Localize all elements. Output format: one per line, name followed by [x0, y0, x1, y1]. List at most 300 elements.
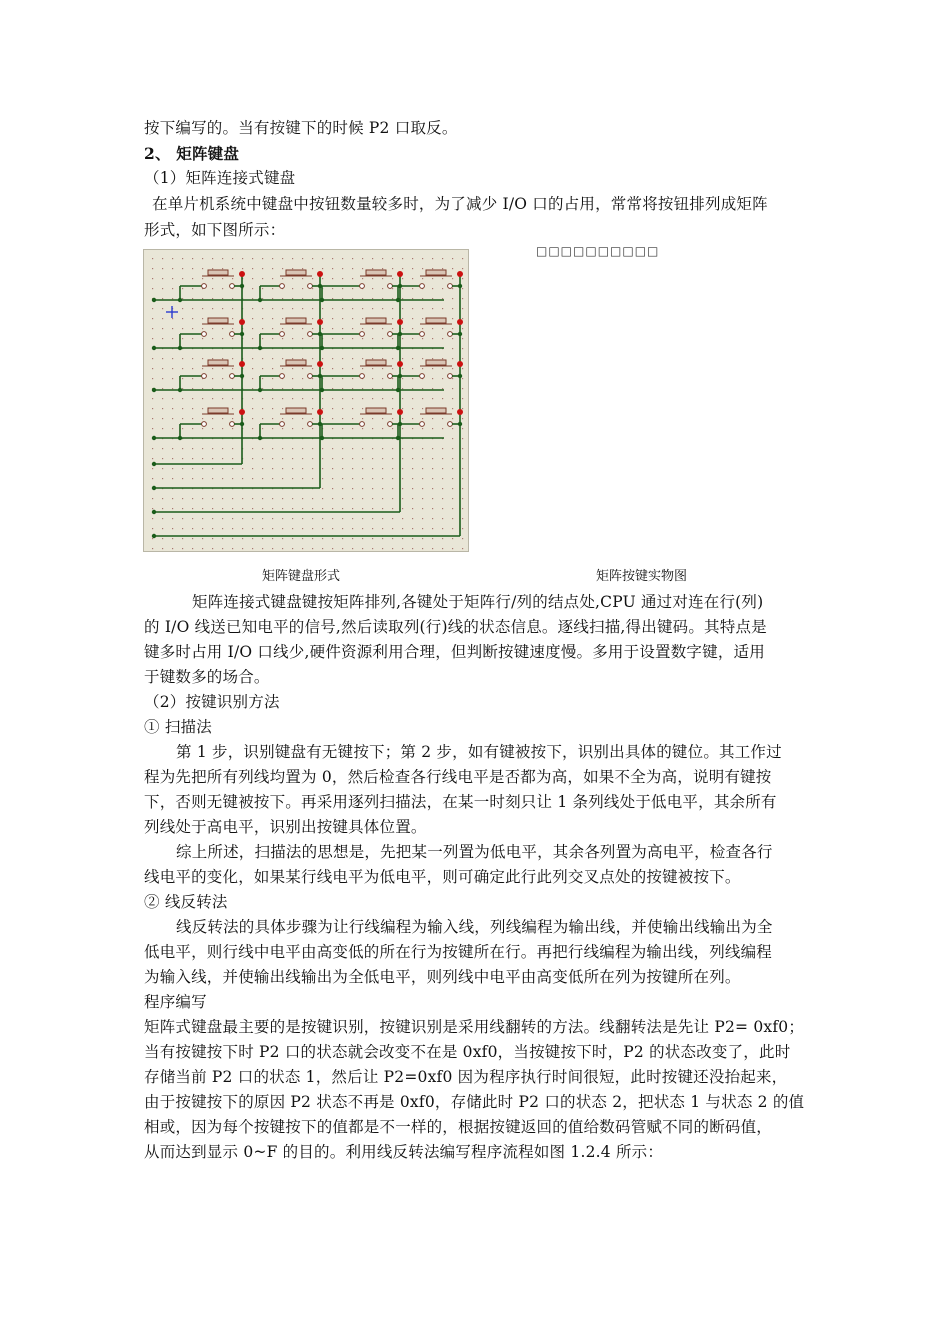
grid-dot: [462, 498, 463, 499]
grid-dot: [432, 278, 433, 279]
grid-dot: [412, 278, 413, 279]
grid-dot: [402, 368, 403, 369]
grid-dot: [442, 548, 443, 549]
text-line: 按下编写的。当有按键下的时候 P2 口取反。: [144, 119, 458, 137]
junction-dot: [320, 298, 324, 302]
grid-dot: [362, 468, 363, 469]
grid-dot: [312, 548, 313, 549]
grid-dot: [462, 448, 463, 449]
grid-dot: [192, 318, 193, 319]
grid-dot: [262, 258, 263, 259]
grid-dot: [302, 518, 303, 519]
grid-dot: [372, 548, 373, 549]
grid-dot: [342, 358, 343, 359]
grid-dot: [312, 478, 313, 479]
grid-dot: [302, 428, 303, 429]
grid-dot: [262, 508, 263, 509]
key-pin: [230, 332, 235, 337]
grid-dot: [422, 358, 423, 359]
text-line: 线电平的变化，如果某行线电平为低电平，则可确定此行此列交叉点处的按键被按下。: [144, 868, 741, 886]
grid-dot: [302, 478, 303, 479]
grid-dot: [242, 268, 243, 269]
grid-dot: [302, 528, 303, 529]
text-line: 矩阵连接式键盘键按矩阵排列,各键处于矩阵行/列的结点处,CPU 通过对连在行(列): [192, 593, 764, 611]
grid-dot: [232, 548, 233, 549]
grid-dot: [292, 278, 293, 279]
key-pin: [230, 422, 235, 427]
grid-dot: [172, 268, 173, 269]
grid-dot: [312, 408, 313, 409]
grid-dot: [232, 458, 233, 459]
grid-dot: [412, 488, 413, 489]
grid-dot: [162, 468, 163, 469]
grid-dot: [162, 298, 163, 299]
grid-dot: [362, 518, 363, 519]
grid-dot: [382, 268, 383, 269]
grid-dot: [382, 378, 383, 379]
grid-dot: [442, 278, 443, 279]
grid-dot: [262, 388, 263, 389]
grid-dot: [272, 328, 273, 329]
grid-dot: [322, 498, 323, 499]
junction-dot: [258, 298, 262, 302]
key-button-cap: [208, 408, 228, 413]
subsection-heading: （2）按键识别方法: [144, 693, 280, 711]
grid-dot: [432, 468, 433, 469]
grid-dot: [162, 318, 163, 319]
key-indicator: [457, 409, 463, 415]
junction-dot: [178, 298, 182, 302]
grid-dot: [362, 418, 363, 419]
grid-dot: [462, 268, 463, 269]
grid-dot: [292, 288, 293, 289]
grid-dot: [232, 518, 233, 519]
grid-dot: [392, 428, 393, 429]
grid-dot: [172, 278, 173, 279]
grid-dot: [172, 548, 173, 549]
grid-dot: [332, 478, 333, 479]
grid-dot: [312, 338, 313, 339]
grid-dot: [312, 318, 313, 319]
grid-dot: [202, 268, 203, 269]
grid-dot: [192, 458, 193, 459]
grid-dot: [382, 468, 383, 469]
grid-dot: [192, 548, 193, 549]
grid-dot: [242, 478, 243, 479]
grid-dot: [382, 478, 383, 479]
grid-dot: [452, 298, 453, 299]
grid-dot: [352, 258, 353, 259]
junction-dot: [458, 332, 462, 336]
grid-dot: [402, 488, 403, 489]
grid-dot: [272, 458, 273, 459]
grid-dot: [452, 378, 453, 379]
grid-dot: [312, 258, 313, 259]
grid-dot: [312, 518, 313, 519]
grid-dot: [422, 508, 423, 509]
grid-dot: [182, 528, 183, 529]
grid-dot: [172, 338, 173, 339]
grid-dot: [152, 338, 153, 339]
grid-dot: [252, 548, 253, 549]
key-button-cap: [286, 408, 306, 413]
grid-dot: [212, 378, 213, 379]
grid-dot: [152, 508, 153, 509]
grid-dot: [382, 418, 383, 419]
grid-dot: [352, 338, 353, 339]
grid-dot: [442, 358, 443, 359]
grid-dot: [192, 448, 193, 449]
grid-dot: [172, 448, 173, 449]
grid-dot: [232, 358, 233, 359]
grid-dot: [172, 358, 173, 359]
grid-dot: [272, 418, 273, 419]
grid-dot: [252, 458, 253, 459]
key-button-cap: [426, 318, 446, 323]
key-button-cap: [366, 360, 386, 365]
grid-dot: [452, 408, 453, 409]
grid-dot: [162, 328, 163, 329]
grid-dot: [312, 508, 313, 509]
grid-dot: [352, 398, 353, 399]
junction-dot: [240, 374, 244, 378]
row-terminal: [152, 298, 156, 302]
grid-dot: [362, 538, 363, 539]
grid-dot: [342, 388, 343, 389]
key-pin: [360, 284, 365, 289]
grid-dot: [202, 258, 203, 259]
grid-dot: [402, 258, 403, 259]
section-heading: 2、 矩阵键盘: [144, 144, 240, 163]
grid-dot: [252, 278, 253, 279]
grid-dot: [462, 408, 463, 409]
grid-dot: [302, 258, 303, 259]
grid-dot: [392, 548, 393, 549]
grid-dot: [172, 538, 173, 539]
grid-dot: [262, 418, 263, 419]
grid-dot: [182, 428, 183, 429]
grid-dot: [302, 458, 303, 459]
grid-dot: [272, 298, 273, 299]
grid-dot: [322, 328, 323, 329]
grid-dot: [442, 518, 443, 519]
key-pin: [202, 374, 207, 379]
grid-dot: [412, 258, 413, 259]
text-line: 第 1 步，识别键盘有无键按下；第 2 步，如有键被按下，识别出具体的键位。其工作过: [176, 743, 782, 761]
grid-dot: [352, 498, 353, 499]
grid-dot: [172, 388, 173, 389]
grid-dot: [432, 308, 433, 309]
grid-dot: [232, 428, 233, 429]
grid-dot: [162, 518, 163, 519]
grid-dot: [332, 318, 333, 319]
grid-dot: [402, 428, 403, 429]
grid-dot: [342, 258, 343, 259]
caption-matrix-photo: 矩阵按键实物图: [596, 569, 688, 584]
text-line: 存储当前 P2 口的状态 1，然后让 P2=0xf0 因为程序执行时间很短，此时按键还没抬起来，: [144, 1068, 788, 1086]
grid-dot: [332, 268, 333, 269]
junction-dot: [178, 436, 182, 440]
grid-dot: [162, 288, 163, 289]
grid-dot: [232, 338, 233, 339]
grid-dot: [272, 358, 273, 359]
grid-dot: [402, 538, 403, 539]
grid-dot: [182, 508, 183, 509]
grid-dot: [332, 388, 333, 389]
key-pin: [280, 422, 285, 427]
grid-dot: [202, 538, 203, 539]
grid-dot: [162, 428, 163, 429]
grid-dot: [152, 318, 153, 319]
grid-dot: [222, 508, 223, 509]
grid-dot: [462, 518, 463, 519]
grid-dot: [212, 398, 213, 399]
grid-dot: [392, 398, 393, 399]
grid-dot: [362, 308, 363, 309]
grid-dot: [222, 288, 223, 289]
grid-dot: [462, 348, 463, 349]
grid-dot: [362, 458, 363, 459]
grid-dot: [282, 468, 283, 469]
grid-dot: [372, 518, 373, 519]
grid-dot: [312, 418, 313, 419]
key-button-cap: [208, 270, 228, 275]
column-terminal: [152, 510, 156, 514]
grid-dot: [362, 388, 363, 389]
grid-dot: [252, 388, 253, 389]
text-line: 于键数多的场合。: [144, 668, 270, 686]
grid-dot: [332, 488, 333, 489]
junction-dot: [458, 284, 462, 288]
grid-dot: [422, 428, 423, 429]
grid-dot: [152, 358, 153, 359]
grid-dot: [192, 278, 193, 279]
grid-dot: [392, 498, 393, 499]
grid-dot: [222, 538, 223, 539]
junction-dot: [240, 422, 244, 426]
grid-dot: [262, 448, 263, 449]
grid-dot: [422, 448, 423, 449]
grid-dot: [352, 508, 353, 509]
grid-dot: [272, 258, 273, 259]
key-pin: [280, 332, 285, 337]
grid-dot: [212, 388, 213, 389]
grid-dot: [372, 468, 373, 469]
grid-dot: [372, 498, 373, 499]
grid-dot: [182, 388, 183, 389]
grid-dot: [442, 258, 443, 259]
grid-dot: [312, 378, 313, 379]
grid-dot: [222, 298, 223, 299]
grid-dot: [252, 398, 253, 399]
grid-dot: [302, 548, 303, 549]
grid-dot: [152, 398, 153, 399]
grid-dot: [432, 488, 433, 489]
text-line: 从而达到显示 0~F 的目的。利用线反转法编写程序流程如图 1.2.4 所示：: [144, 1143, 664, 1161]
grid-dot: [392, 358, 393, 359]
grid-dot: [192, 358, 193, 359]
grid-dot: [392, 268, 393, 269]
grid-dot: [372, 398, 373, 399]
grid-dot: [212, 338, 213, 339]
grid-dot: [412, 378, 413, 379]
grid-dot: [282, 268, 283, 269]
grid-dot: [212, 478, 213, 479]
grid-dot: [322, 358, 323, 359]
key-button-cap: [208, 318, 228, 323]
grid-dot: [282, 358, 283, 359]
grid-dot: [252, 428, 253, 429]
grid-dot: [382, 498, 383, 499]
grid-dot: [452, 548, 453, 549]
grid-dot: [322, 308, 323, 309]
grid-dot: [352, 278, 353, 279]
grid-dot: [152, 288, 153, 289]
grid-dot: [232, 538, 233, 539]
grid-dot: [272, 498, 273, 499]
junction-dot: [320, 346, 324, 350]
grid-dot: [352, 358, 353, 359]
grid-dot: [192, 368, 193, 369]
text-line: 在单片机系统中键盘中按钮数量较多时，为了减少 I/O 口的占用，常常将按钮排列成矩阵: [152, 195, 768, 213]
grid-dot: [402, 408, 403, 409]
grid-dot: [252, 468, 253, 469]
grid-dot: [392, 538, 393, 539]
grid-dot: [232, 478, 233, 479]
grid-dot: [462, 298, 463, 299]
grid-dot: [342, 488, 343, 489]
grid-dot: [232, 448, 233, 449]
grid-dot: [422, 258, 423, 259]
grid-dot: [392, 258, 393, 259]
grid-dot: [192, 428, 193, 429]
key-button-cap: [286, 270, 306, 275]
junction-dot: [240, 332, 244, 336]
grid-dot: [392, 488, 393, 489]
grid-dot: [172, 458, 173, 459]
grid-dot: [292, 398, 293, 399]
text-line: 形式，如下图所示：: [144, 221, 286, 239]
grid-dot: [152, 518, 153, 519]
grid-dot: [302, 508, 303, 509]
grid-dot: [152, 448, 153, 449]
grid-dot: [452, 328, 453, 329]
text-line: 当有按键按下时 P2 口的状态就会改变不在是 0xf0，当按键按下时，P2 的状态改变了，此时: [144, 1043, 791, 1061]
grid-dot: [222, 258, 223, 259]
grid-dot: [462, 278, 463, 279]
matrix-keyboard-figure: [143, 249, 469, 552]
grid-dot: [362, 428, 363, 429]
grid-dot: [432, 368, 433, 369]
grid-dot: [332, 378, 333, 379]
grid-dot: [462, 378, 463, 379]
key-indicator: [239, 409, 245, 415]
grid-dot: [252, 338, 253, 339]
grid-dot: [342, 518, 343, 519]
grid-dot: [192, 408, 193, 409]
grid-dot: [262, 538, 263, 539]
grid-dot: [202, 388, 203, 389]
grid-dot: [462, 528, 463, 529]
grid-dot: [202, 298, 203, 299]
grid-dot: [382, 358, 383, 359]
grid-dot: [402, 468, 403, 469]
grid-dot: [252, 478, 253, 479]
grid-dot: [272, 518, 273, 519]
grid-dot: [182, 548, 183, 549]
grid-dot: [412, 268, 413, 269]
key-pin: [448, 374, 453, 379]
caption-matrix-keyboard: 矩阵键盘形式: [262, 569, 341, 584]
grid-dot: [462, 548, 463, 549]
grid-dot: [312, 458, 313, 459]
grid-dot: [342, 528, 343, 529]
grid-dot: [202, 418, 203, 419]
grid-dot: [402, 458, 403, 459]
grid-dot: [332, 358, 333, 359]
grid-dot: [382, 398, 383, 399]
grid-dot: [292, 308, 293, 309]
grid-dot: [192, 288, 193, 289]
grid-dot: [342, 448, 343, 449]
grid-dot: [292, 378, 293, 379]
grid-dot: [252, 268, 253, 269]
grid-dot: [192, 378, 193, 379]
grid-dot: [192, 518, 193, 519]
grid-dot: [402, 308, 403, 309]
grid-dot: [192, 338, 193, 339]
grid-dot: [272, 478, 273, 479]
text-line: 相或，因为每个按键按下的值都是不一样的，根据按键返回的值给数码管赋不同的断码值，: [144, 1118, 773, 1136]
grid-dot: [352, 428, 353, 429]
grid-dot: [282, 458, 283, 459]
grid-dot: [412, 538, 413, 539]
grid-dot: [342, 368, 343, 369]
grid-dot: [232, 278, 233, 279]
grid-dot: [302, 288, 303, 289]
grid-dot: [392, 448, 393, 449]
grid-dot: [442, 378, 443, 379]
grid-dot: [172, 328, 173, 329]
grid-dot: [402, 328, 403, 329]
grid-dot: [452, 438, 453, 439]
grid-dot: [292, 338, 293, 339]
grid-dot: [172, 368, 173, 369]
grid-dot: [332, 508, 333, 509]
grid-dot: [302, 278, 303, 279]
grid-dot: [462, 288, 463, 289]
grid-dot: [272, 338, 273, 339]
grid-dot: [172, 378, 173, 379]
grid-dot: [352, 288, 353, 289]
text-line: 键多时占用 I/O 口线少,硬件资源利用合理，但判断按键速度慢。多用于设置数字键，适用: [144, 643, 765, 661]
grid-dot: [322, 478, 323, 479]
grid-dot: [262, 278, 263, 279]
junction-dot: [458, 374, 462, 378]
grid-dot: [162, 338, 163, 339]
grid-dot: [282, 418, 283, 419]
key-pin: [388, 374, 393, 379]
grid-dot: [192, 528, 193, 529]
key-pin: [388, 284, 393, 289]
key-indicator: [397, 319, 403, 325]
grid-dot: [302, 538, 303, 539]
grid-dot: [312, 368, 313, 369]
image-placeholder: □□□□□□□□□□: [536, 244, 660, 258]
grid-dot: [242, 528, 243, 529]
grid-dot: [182, 278, 183, 279]
grid-dot: [302, 358, 303, 359]
